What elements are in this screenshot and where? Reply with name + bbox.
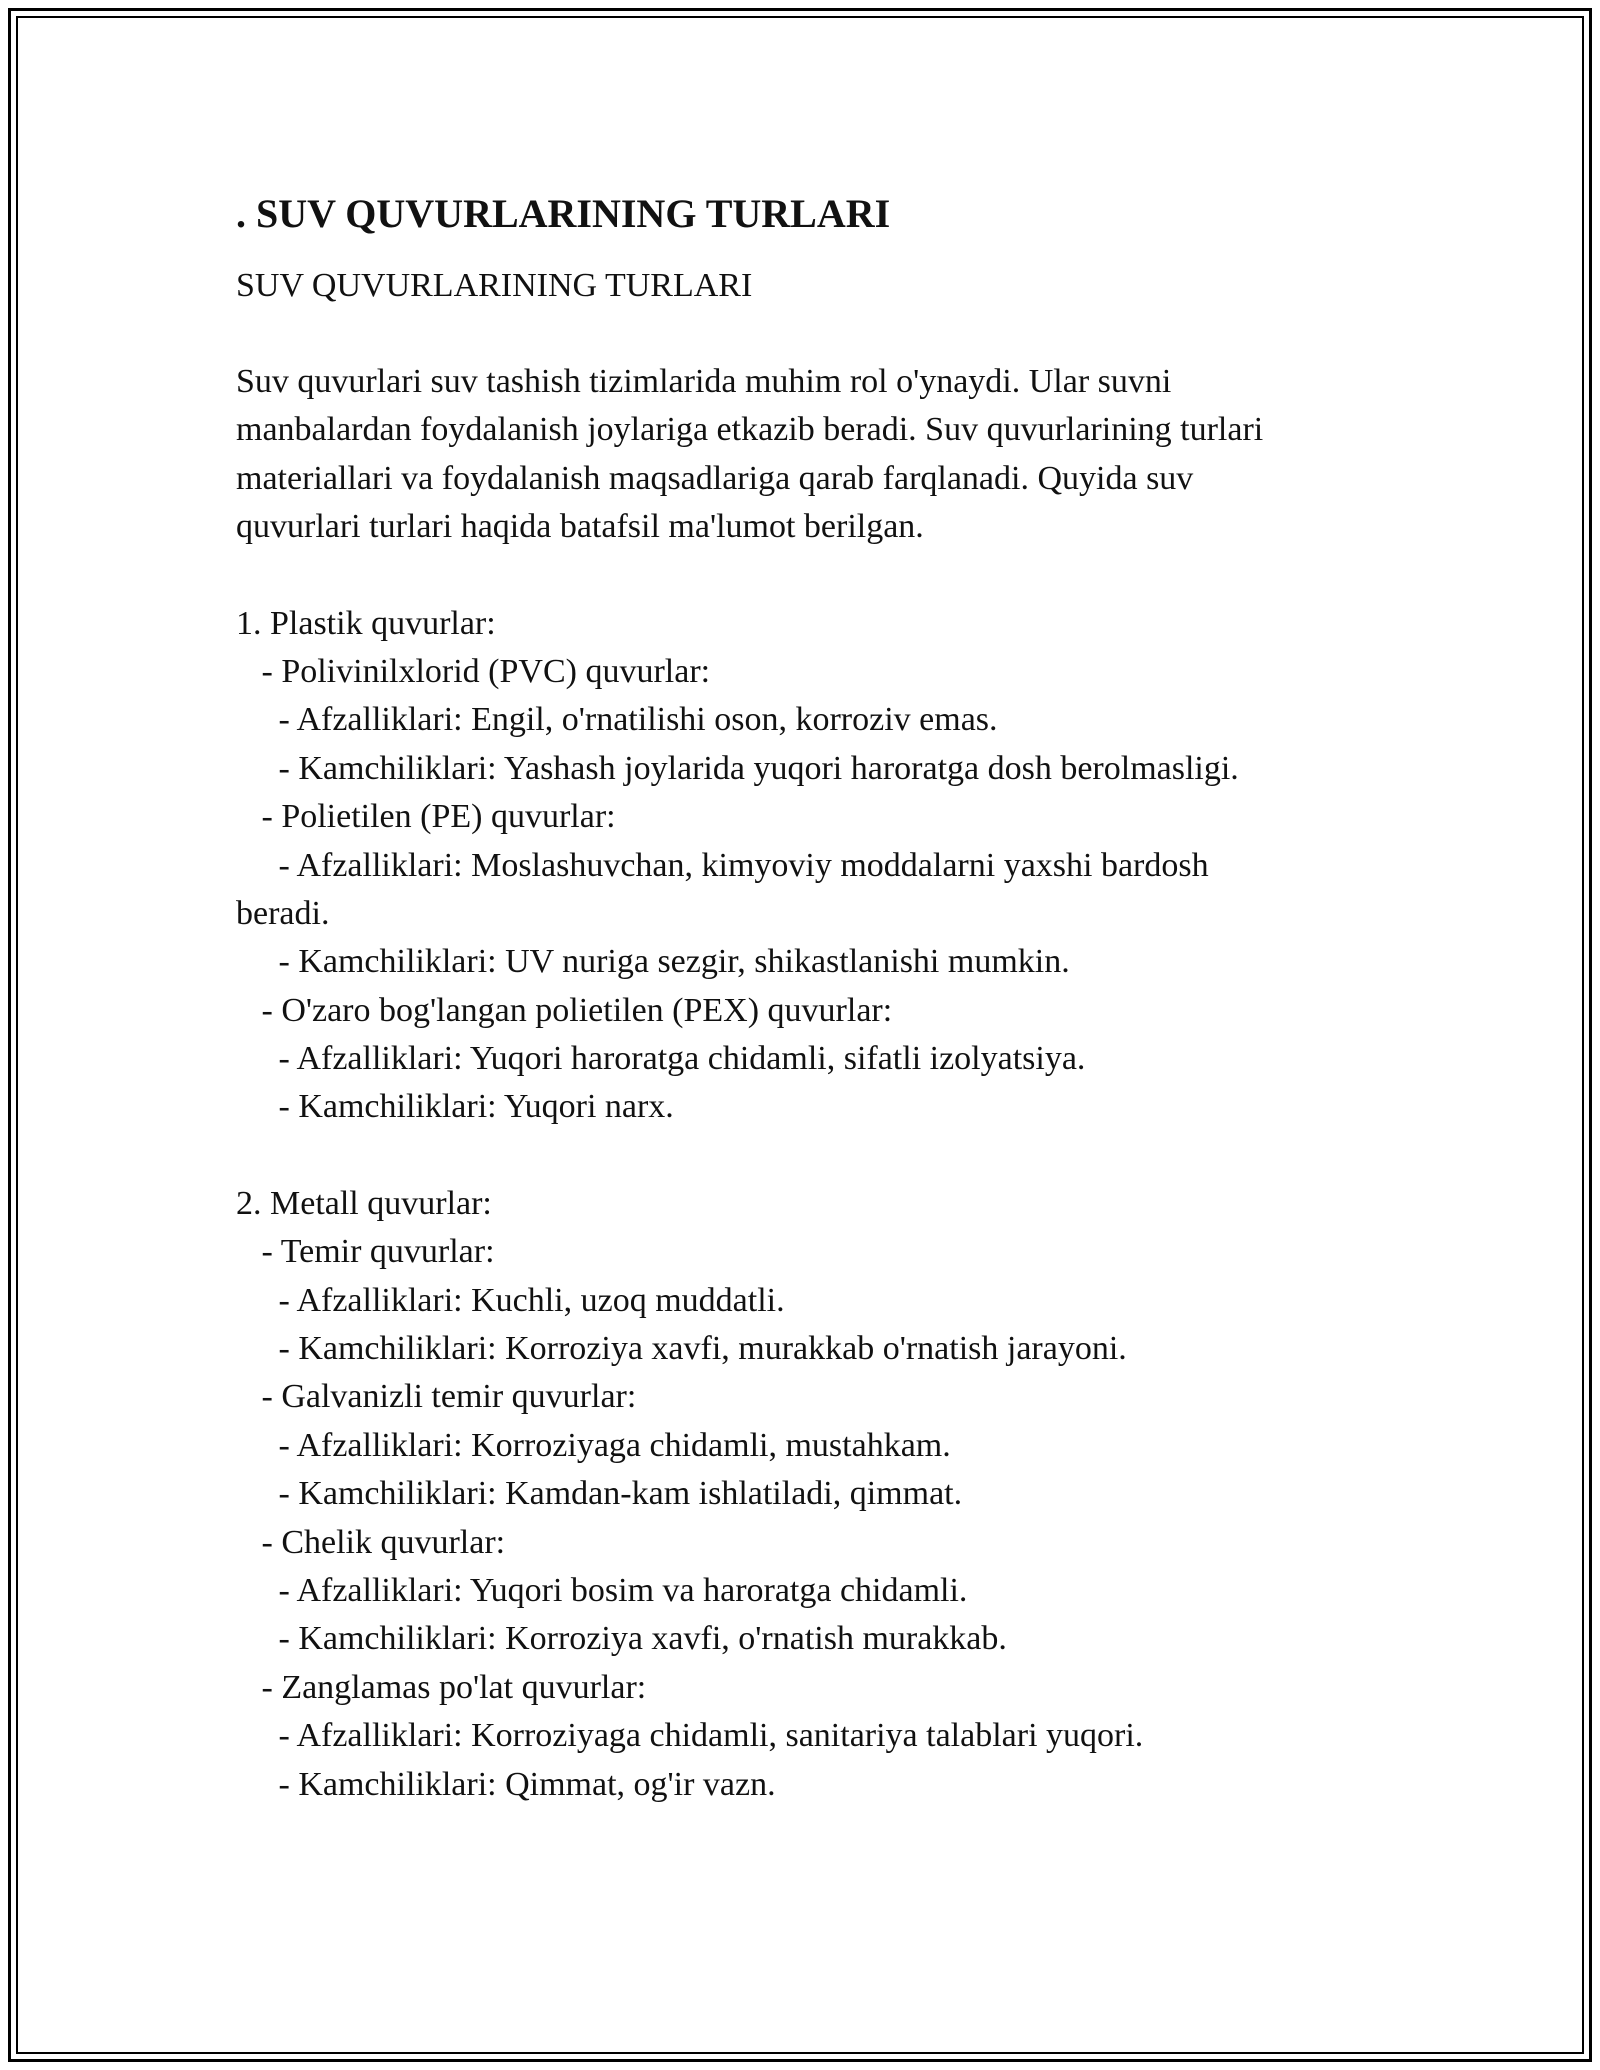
- list-item: - Afzalliklari: Yuqori bosim va haroratga chidamli.: [236, 1571, 968, 1609]
- list-item: - Kamchiliklari: Kamdan-kam ishlatiladi, qimmat.: [236, 1475, 963, 1513]
- document-body: [236, 188, 1386, 1809]
- intro-line: manbalardan foydalanish joylariga etkazib beradi. Suv quvurlarining turlari: [236, 411, 1264, 449]
- list-item: - Zanglamas po'lat quvurlar:: [236, 1668, 647, 1706]
- intro-line: materiallari va foydalanish maqsadlariga qarab farqlanadi. Quyida suv: [236, 459, 1194, 497]
- document-subtitle: SUV QUVURLARINING TURLARI: [236, 267, 753, 304]
- list-item: - Polivinilxlorid (PVC) quvurlar:: [236, 652, 711, 690]
- list-item: beradi.: [236, 894, 330, 932]
- list-item: - Kamchiliklari: Yashash joylarida yuqori haroratga dosh berolmasligi.: [236, 749, 1239, 787]
- list-item: - O'zaro bog'langan polietilen (PEX) quvurlar:: [236, 991, 893, 1029]
- list-item: - Afzalliklari: Korroziyaga chidamli, sanitariya talablari yuqori.: [236, 1717, 1144, 1755]
- list-item: - Kamchiliklari: Qimmat, og'ir vazn.: [236, 1765, 776, 1803]
- list-item: - Afzalliklari: Kuchli, uzoq muddatli.: [236, 1281, 785, 1319]
- section-heading: 1. Plastik quvurlar:: [236, 604, 496, 642]
- section-metal-pipes: [236, 1180, 1386, 1809]
- document-title: . SUV QUVURLARINING TURLARI: [236, 191, 891, 236]
- list-item: - Kamchiliklari: Korroziya xavfi, o'rnatish murakkab.: [236, 1620, 1007, 1658]
- intro-line: quvurlari turlari haqida batafsil ma'lumot berilgan.: [236, 508, 924, 546]
- intro-line: Suv quvurlari suv tashish tizimlarida muhim rol o'ynaydi. Ular suvni: [236, 363, 1172, 400]
- list-item: - Afzalliklari: Yuqori haroratga chidamli, sifatli izolyatsiya.: [236, 1040, 1086, 1078]
- list-item: - Kamchiliklari: Yuqori narx.: [236, 1088, 674, 1126]
- list-item: - Chelik quvurlar:: [236, 1523, 506, 1561]
- section-plastic-pipes: [236, 600, 1386, 1132]
- list-item: - Galvanizli temir quvurlar:: [236, 1378, 637, 1416]
- section-heading: 2. Metall quvurlar:: [236, 1184, 492, 1222]
- list-item: - Temir quvurlar:: [236, 1233, 495, 1271]
- list-item: - Kamchiliklari: Korroziya xavfi, murakkab o'rnatish jarayoni.: [236, 1330, 1127, 1368]
- list-item: - Kamchiliklari: UV nuriga sezgir, shikastlanishi mumkin.: [236, 943, 1070, 981]
- list-item: - Afzalliklari: Korroziyaga chidamli, mustahkam.: [236, 1426, 951, 1464]
- list-item: - Polietilen (PE) quvurlar:: [236, 798, 616, 836]
- list-item: - Afzalliklari: Moslashuvchan, kimyoviy moddalarni yaxshi bardosh: [236, 846, 1209, 884]
- list-item: - Afzalliklari: Engil, o'rnatilishi oson, korroziv emas.: [236, 701, 998, 739]
- intro-paragraph: [236, 358, 1386, 552]
